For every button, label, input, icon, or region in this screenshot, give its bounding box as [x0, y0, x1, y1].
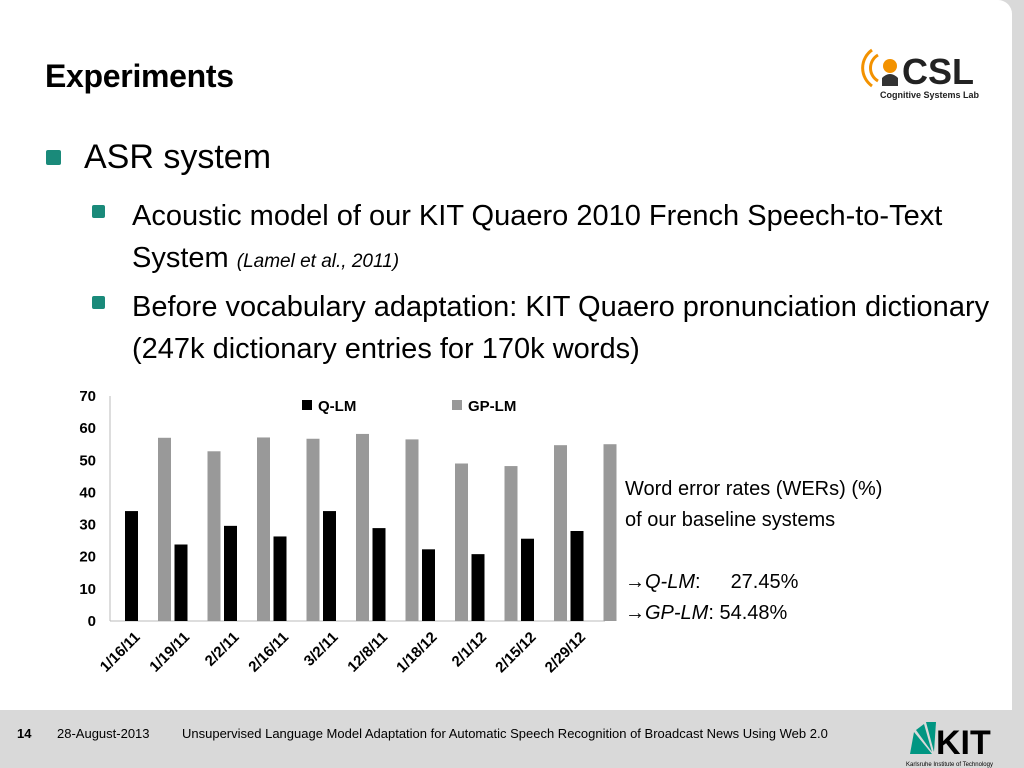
x-tick-label: 2/29/12	[541, 628, 590, 677]
bar-qlm	[323, 511, 336, 621]
note-gplm-sep: :	[708, 602, 714, 624]
legend-swatch	[452, 400, 462, 410]
note-gplm	[625, 598, 882, 629]
bar-gplm	[356, 434, 369, 621]
footer-title: Unsupervised Language Model Adaptation for Automatic Speech Recognition of Broadcast News Using Web 2.0	[182, 726, 828, 741]
note-qlm	[625, 567, 882, 598]
bar-qlm	[373, 528, 386, 621]
y-tick-label: 10	[79, 580, 96, 598]
y-tick-label: 70	[79, 388, 96, 405]
bar-gplm	[505, 466, 518, 621]
note-qlm-label: Q-LM	[645, 571, 695, 593]
csl-signal-icon	[863, 50, 878, 86]
bullet-vocabulary: Before vocabulary adaptation: KIT Quaero pronunciation dictionary (247k dictionary entries for 170k words)	[132, 291, 990, 365]
bar-qlm	[571, 531, 584, 621]
bar-qlm	[274, 536, 287, 621]
y-tick-label: 0	[87, 613, 96, 630]
arrow-icon: →	[625, 571, 645, 593]
bar-qlm	[175, 545, 188, 622]
x-tick-label: 2/15/12	[492, 628, 540, 677]
note-line-1: Word error rates (WERs) (%)	[625, 478, 883, 500]
bar-qlm	[472, 554, 485, 621]
kit-logo-text: KIT	[936, 724, 991, 762]
footer	[0, 716, 1024, 768]
bar-gplm	[257, 437, 270, 621]
bar-qlm	[422, 549, 435, 621]
footer-date: 28-August-2013	[57, 726, 150, 741]
y-tick-label: 50	[79, 452, 96, 470]
y-tick-label: 60	[79, 420, 96, 438]
x-tick-label: 12/8/11	[344, 628, 392, 676]
bar-gplm	[604, 444, 617, 621]
x-tick-label: 2/2/11	[201, 628, 243, 670]
bullet-acoustic-model-text: Acoustic model of our KIT Quaero 2010 French Speech-to-Text System	[132, 200, 943, 274]
bar-gplm	[406, 439, 419, 621]
bullet-marker	[92, 296, 105, 309]
csl-logo	[858, 42, 990, 100]
note-gplm-value: 54.48%	[719, 602, 788, 624]
legend-label: GP-LM	[468, 398, 517, 415]
x-tick-label: 1/19/11	[146, 628, 194, 676]
bar-gplm	[307, 439, 320, 621]
slide-title: Experiments	[45, 58, 234, 94]
page-number: 14	[17, 726, 32, 741]
bar-gplm	[455, 464, 468, 622]
bar-qlm	[521, 539, 534, 621]
note-qlm-sep: :	[695, 571, 701, 593]
bar-gplm	[158, 438, 171, 621]
arrow-icon: →	[625, 602, 645, 624]
citation: (Lamel et al., 2011)	[236, 251, 400, 272]
kit-logo-subtitle: Karlsruhe Institute of Technology	[906, 762, 993, 768]
x-tick-label: 2/1/12	[448, 628, 491, 671]
bar-qlm	[125, 511, 138, 621]
bar-gplm	[208, 451, 221, 621]
legend-label: Q-LM	[318, 398, 357, 415]
y-tick-label: 40	[79, 484, 96, 502]
bar-qlm	[224, 526, 237, 621]
wer-note	[625, 474, 882, 629]
kit-logo	[904, 716, 1016, 768]
kit-fan-icon	[910, 722, 936, 754]
bullet-acoustic-model	[132, 195, 992, 283]
note-gplm-label: GP-LM	[645, 602, 709, 624]
note-line-2: of our baseline systems	[625, 509, 836, 531]
legend-swatch	[302, 400, 312, 410]
csl-logo-text: CSL	[902, 51, 974, 92]
bullet-asr-system: ASR system	[84, 138, 272, 176]
x-tick-label: 3/2/11	[300, 628, 342, 670]
x-tick-label: 1/16/11	[96, 628, 144, 676]
csl-logo-subtitle: Cognitive Systems Lab	[880, 90, 980, 100]
bar-gplm	[554, 445, 567, 621]
note-qlm-value: 27.45%	[730, 571, 799, 593]
x-tick-label: 2/16/11	[245, 628, 293, 676]
y-tick-label: 30	[79, 516, 96, 534]
bullet-marker	[92, 205, 105, 218]
bullet-marker	[46, 150, 61, 165]
y-tick-label: 20	[79, 548, 96, 566]
wer-bar-chart	[60, 380, 620, 705]
x-tick-label: 1/18/12	[393, 628, 441, 677]
